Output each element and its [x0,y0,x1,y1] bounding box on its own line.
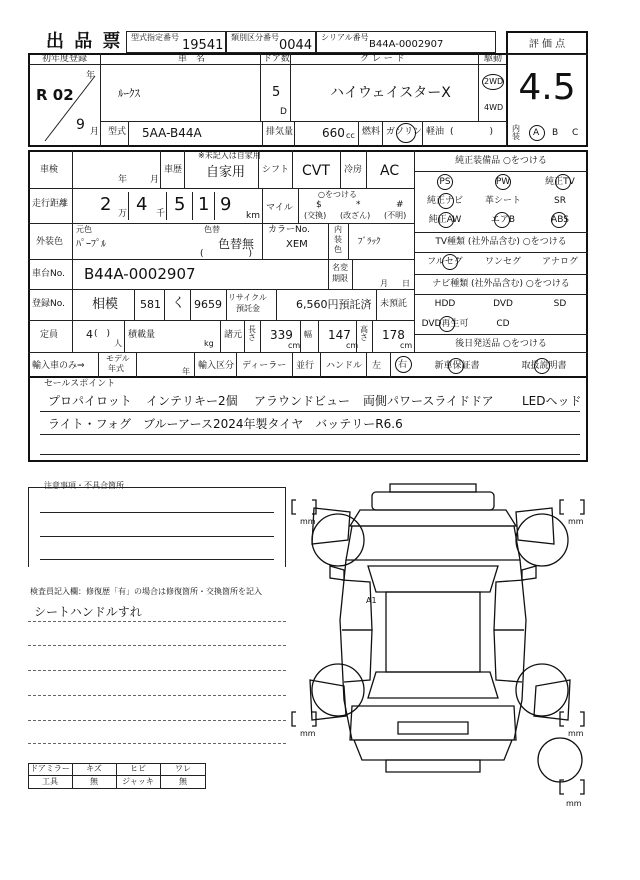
legend-row-4: 無 [179,777,187,786]
mileage-u2: 千 [156,209,166,219]
int-color-label-2: 装 [334,235,342,244]
length-value: 339 [270,328,293,342]
name-change-label-1: 名変 [332,263,348,272]
displacement-unit: cc [346,131,355,140]
capacity-value: 4 [86,328,93,341]
sales-item-4: 両側パワースライドドア [363,394,494,408]
interior-c: C [572,128,579,138]
chassis-value: B44A-0002907 [84,265,196,283]
paint-paren: ( ) [200,249,253,259]
height-value: 178 [382,328,405,342]
tv-title: TV種類 (社外品含む) ○をつける [435,237,567,247]
equip-airbag: エアB [490,215,516,225]
history-note: ※未記入は自家用 [198,151,261,160]
navi-sd: SD [553,299,567,309]
inspection-year-unit: 年 [118,175,128,185]
height-unit: cm [400,341,413,350]
shift-value: CVT [302,163,330,179]
grade-label: 評 価 点 [528,39,566,50]
import-label: 輸入車のみ⇒ [32,361,85,371]
width-unit: cm [346,341,359,350]
handle-left: 左 [372,361,382,371]
navi-dvd-play: DVD再生可 [421,319,469,329]
mileage-mark-note: ○をつける [318,190,357,199]
length-unit: cm [288,341,301,350]
width-value: 147 [328,328,351,342]
mileage-d1: 2 [100,194,112,215]
equip-aw: 純正AW [428,215,462,225]
equip-pw: PW [495,177,511,187]
sales-item-5: LEDヘッド [522,394,582,408]
capacity-unit: 人 [114,339,122,348]
history-value: 自家用 [206,165,246,180]
displacement-value: 660 [322,126,345,140]
interior-a: A [533,128,540,138]
first-reg-label: 初年度登録 [42,54,88,64]
height-label: 高さ [360,325,368,342]
navi-dvd: DVD [493,299,513,309]
registration-label: 登録No. [32,299,65,309]
mileage-d3: 5 [174,194,186,215]
tv-analog: アナログ [541,257,578,267]
legend-row-3: ジャッキ [122,777,154,786]
paint-value: 色替無 [218,237,255,251]
mileage-d4: 1 [198,194,210,215]
caution-frame [28,487,286,567]
model-value: 5AA-B44A [142,126,202,140]
type-no-cell [126,31,226,53]
grade-name-label: グ レ ー ド [360,54,405,64]
equip-ps: PS [439,177,451,187]
equip-airbag-circle [494,212,510,228]
mm-label-fr: mm [568,517,584,526]
registration-class: 581 [140,298,161,311]
tv-full: フルセグ [427,257,463,267]
grade-name: ハイウェイスターX [330,85,451,101]
mm-label-fl: mm [300,517,316,526]
doors-suffix: D [280,107,287,117]
mileage-exchange: $ [316,200,322,210]
name-change-day-unit: 日 [402,279,410,288]
navi-cd: CD [496,319,510,329]
later-manual-circle [534,358,550,374]
equip-ps-circle [437,174,453,190]
mile-label: マイル [266,203,293,213]
car-name-label: 車 名 [178,54,206,64]
model-year-label-1: モデル [106,354,130,363]
equip-aw-circle [438,212,454,228]
sales-line-2: ライト・フォグ ブルーアース2024年製タイヤ バッテリーR6.6 [48,417,403,431]
legend-head-4: ワレ [175,764,191,773]
navi-dvd-play-circle [439,316,455,332]
width-label: 幅 [304,330,312,339]
int-color-label-1: 内 [334,225,342,234]
equip-sr: SR [554,196,566,206]
ac-label: 冷房 [344,165,363,175]
color-code: XEM [286,239,308,250]
shift-label: シフト [262,165,290,175]
mileage-altered: * [356,200,361,210]
inspector-note: シートハンドルすれ [34,605,142,619]
tv-full-circle [442,254,458,270]
color-code-label: カラーNo. [268,225,310,235]
equip-abs-circle [551,212,567,228]
mileage-unit: km [246,211,260,221]
fuel-gasoline: ガソリン [386,127,423,137]
mileage-d2: 4 [136,194,148,215]
sales-item-2: インテリキー2個 [146,394,238,408]
fuel-label: 燃料 [362,127,381,137]
drive-label: 駆動 [484,54,503,64]
handle-label: ハンドル [326,361,363,371]
capacity-label: 定員 [40,330,59,340]
damage-mark-a1: A1 [366,596,377,605]
mileage-altered-label: (改ざん) [340,211,371,220]
mileage-unknown: # [396,200,404,210]
name-change-month-unit: 月 [380,279,388,288]
load-label: 積載量 [128,330,156,340]
dimension-label: 諸元 [224,330,243,340]
class-no-label: 類別区分番号 [231,33,279,42]
registration-place: 相模 [92,297,119,312]
equip-tv: 純正TV [545,177,575,187]
serial-no-label: シリアル番号 [321,33,369,42]
doors-label: ドア数 [263,54,290,64]
model-year-unit: 年 [182,367,190,376]
interior-b: B [552,128,559,138]
form-title: 出 品 票 [46,31,123,52]
ac-value: AC [380,163,400,179]
later-title: 後日発送品 ○をつける [455,339,547,349]
inspector-label: 検査員記入欄：修復歴「有」の場合は修復箇所・交換箇所を記入 [30,587,262,596]
load-unit: kg [204,339,214,348]
sales-item-3: アラウンドビュー [254,394,351,408]
model-label: 型式 [108,127,127,137]
fuel-other: ( ) [450,127,494,137]
doors-value: 5 [272,85,281,100]
mileage-u1: 万 [118,209,128,219]
recycle-label-2: 預託金 [236,304,260,313]
import-class-label: 輸入区分 [198,361,235,371]
later-warranty: 新車保証書 [434,361,480,371]
class-no-cell [226,31,316,53]
equip-abs: ABS [551,215,569,225]
registration-kana: く [172,296,186,311]
color-label: 外装色 [36,237,64,247]
equip-tv-circle [555,174,571,190]
inspection-month-unit: 月 [150,175,160,185]
orig-color: ﾊﾟｰﾌﾟﾙ [76,239,106,250]
serial-no-cell [316,31,496,53]
serial-no-value: B44A-0002907 [369,39,444,50]
orig-color-label: 元色 [76,225,92,234]
sales-label: セールスポイント [44,379,116,389]
mileage-d5: 9 [220,194,232,215]
int-color-label-3: 色 [334,245,342,254]
displacement-label: 排気量 [266,127,294,137]
capacity-paren: ( ) [94,329,111,339]
legend-row-1: 工具 [42,777,58,786]
caution-label: 注意事項・不具合箇所 [44,481,124,490]
equip-navi-circle [438,193,454,209]
recycle-label-1: リサイクル [228,293,267,302]
car-damage-diagram [290,470,590,810]
mileage-label: 走行距離 [32,199,69,209]
model-year-label-2: 年式 [108,364,124,373]
fuel-light-oil: 軽油 [426,127,445,137]
mileage-exchange-label: (交換) [304,211,327,220]
chassis-label: 車台No. [32,269,65,279]
sales-item-1: プロパイロット [48,394,132,408]
mileage-unknown-label: (不明) [384,211,407,220]
later-manual: 取扱説明書 [521,361,567,371]
legend-row-2: 無 [90,777,98,786]
int-color: ﾌﾞﾗｯｸ [358,237,381,247]
recycle-value: 6,560円預託済 [296,298,372,311]
inspection-label: 車検 [40,165,59,175]
car-name: ﾙｰｸｽ [118,87,140,100]
name-change-label-2: 期限 [332,274,348,283]
registration-number: 9659 [194,298,222,311]
import-dealer: ディーラー [242,361,287,371]
first-reg-month-unit: 月 [90,127,100,137]
paint-label: 色替 [204,225,220,234]
equip-pw-circle [495,174,511,190]
recycle-unpaid: 未預託 [380,299,408,309]
first-reg-era: R 02 [36,86,74,104]
history-label: 車歴 [164,165,183,175]
mm-label-rl: mm [300,729,316,738]
mm-label-rr: mm [568,729,584,738]
length-label: 長さ [248,325,256,342]
legend-head-3: ヒビ [130,764,146,773]
equip-navi: 純正ナビ [426,196,463,206]
type-no-label: 型式指定番号 [131,33,179,42]
class-no-value: 0044 [279,38,313,53]
equipment-title: 純正装備品 ○をつける [455,156,547,166]
later-warranty-circle [448,358,464,374]
type-no-value: 19541 [182,38,224,53]
drive-4wd: 4WD [484,103,504,112]
legend-head-1: ドアミラー [30,764,70,773]
interior-label: 内装 [512,124,520,141]
navi-title: ナビ種類 (社外品含む) ○をつける [432,279,570,289]
navi-hdd: HDD [434,299,456,309]
first-reg-month: 9 [76,117,85,133]
legend-head-2: キズ [86,764,102,773]
mm-label-spare: mm [566,799,582,808]
handle-right: 右 [398,360,408,370]
import-parallel: 並行 [296,361,315,371]
grade-value: 4.5 [518,67,576,108]
drive-2wd: 2WD [484,77,504,86]
equip-leather: 革シート [484,196,521,206]
first-reg-year-unit: 年 [86,71,96,81]
tv-one: ワンセグ [484,257,521,267]
